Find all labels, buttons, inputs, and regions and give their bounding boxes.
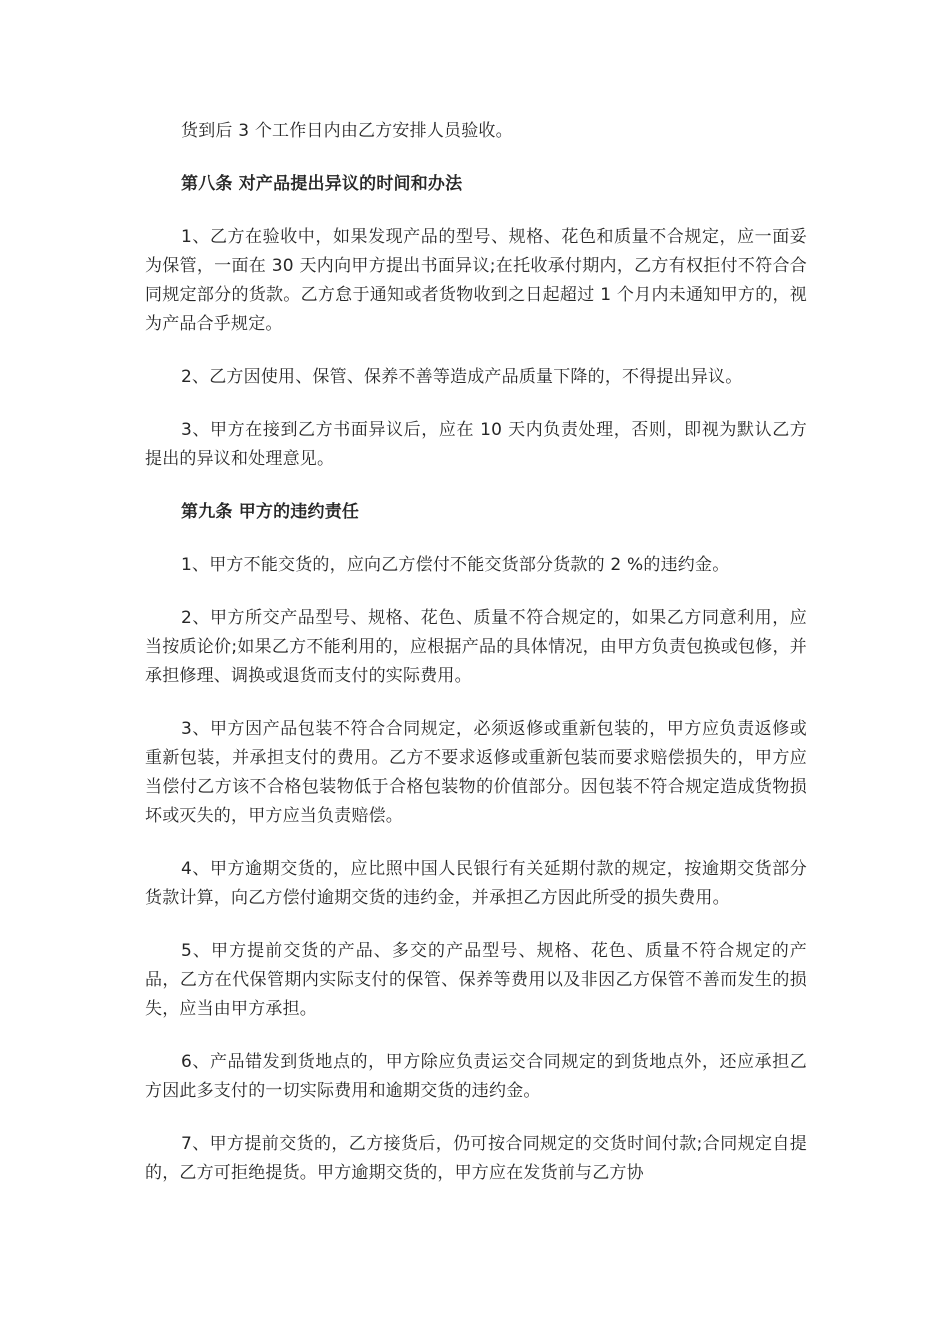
article-9-clause-5: 5、甲方提前交货的产品、多交的产品型号、规格、花色、质量不符合规定的产品，乙方在代保管期内实际支付的保管、保养等费用以及非因乙方保管不善而发生的损失，应当由甲方承担。 (145, 941, 807, 1019)
document-body (145, 117, 807, 1188)
article-8-clause-1: 1、乙方在验收中，如果发现产品的型号、规格、花色和质量不合规定，应一面妥为保管，一面在 30 天内向甲方提出书面异议;在托收承付期内，乙方有权拒付不符合合同规定部分的货款。乙方怠于通知或者货物收到之日起超过 1 个月内未通知甲方的，视为产品合乎规定。 (145, 227, 807, 334)
paragraph-acceptance: 货到后 3 个工作日内由乙方安排人员验收。 (181, 121, 513, 141)
article-9-clause-6: 6、产品错发到货地点的，甲方除应负责运交合同规定的到货地点外，还应承担乙方因此多支付的一切实际费用和逾期交货的违约金。 (145, 1052, 807, 1101)
article-9-clause-4: 4、甲方逾期交货的，应比照中国人民银行有关延期付款的规定，按逾期交货部分货款计算，向乙方偿付逾期交货的违约金，并承担乙方因此所受的损失费用。 (145, 859, 807, 908)
article-9-clause-3: 3、甲方因产品包装不符合合同规定，必须返修或重新包装的，甲方应负责返修或重新包装，并承担支付的费用。乙方不要求返修或重新包装而要求赔偿损失的，甲方应当偿付乙方该不合格包装物低于合格包装物的价值部分。因包装不符合规定造成货物损坏或灭失的，甲方应当负责赔偿。 (145, 719, 807, 826)
article-9-heading: 第九条 甲方的违约责任 (181, 502, 360, 522)
article-9-clause-2: 2、甲方所交产品型号、规格、花色、质量不符合规定的，如果乙方同意利用，应当按质论价;如果乙方不能利用的，应根据产品的具体情况，由甲方负责包换或包修，并承担修理、调换或退货而支付的实际费用。 (145, 608, 807, 686)
article-9-clause-1: 1、甲方不能交货的，应向乙方偿付不能交货部分货款的 2 %的违约金。 (181, 555, 730, 575)
article-8-clause-3: 3、甲方在接到乙方书面异议后，应在 10 天内负责处理，否则，即视为默认乙方提出的异议和处理意见。 (145, 420, 807, 469)
article-9-clause-7: 7、甲方提前交货的，乙方接货后，仍可按合同规定的交货时间付款;合同规定自提的，乙方可拒绝提货。甲方逾期交货的，甲方应在发货前与乙方协 (145, 1134, 807, 1183)
article-8-heading: 第八条 对产品提出异议的时间和办法 (181, 174, 463, 194)
article-8-clause-2: 2、乙方因使用、保管、保养不善等造成产品质量下降的，不得提出异议。 (181, 367, 743, 387)
